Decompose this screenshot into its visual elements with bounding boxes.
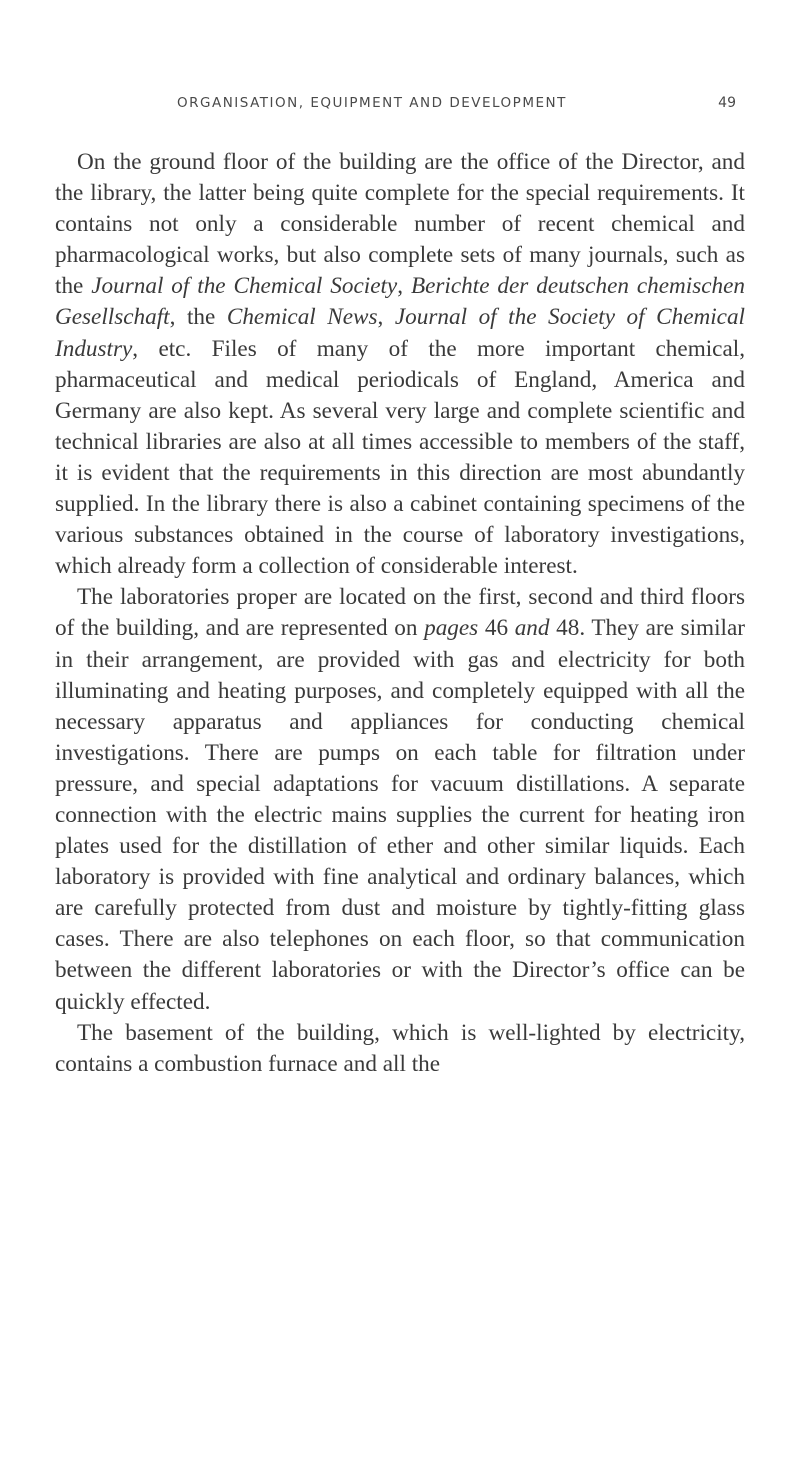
journal-title: Journal of the Society of Chemical Industry [55, 304, 745, 362]
text-run: 46 [478, 615, 515, 642]
text-run: On the ground floor of the building are the office of the Director, and the library, the latter being quite complete for the special requirements. It contains not only a considerable number of recent chemical and pharmacological works, but also complete sets of many journals, such as the [55, 149, 745, 300]
paragraph [55, 1018, 745, 1080]
text-run: , etc. Files of many of the more important chemical, pharmaceutical and medical periodicals of England, America and Germany are also kept. As several very large and complete scientific and technical libraries are also at all times accessible to members of the staff, it is evident that the requirements in this direction are most abundantly supplied. In the library there is also a cabinet containing specimens of the various substances obtained in the course of laboratory investigations, which already form a collection of considerable interest. [55, 335, 745, 580]
body-text [55, 147, 745, 1080]
text-run: The laboratories proper are located on the first, second and third floors of the building, and are represented on [55, 584, 745, 642]
text-run: The basement of the building, which is well-lighted by electricity, contains a combustion furnace and all the [55, 1019, 745, 1077]
running-head [55, 95, 745, 117]
text-run: 48. They are similar in their arrangement, are provided with gas and electricity for both illuminating and heating purposes, and completely equipped with all the necessary apparatus and appliances for conducting chemical investigations. There are pumps on each table for filtration under pressure, and special adaptations for vacuum distillations. A separate connection with the electric mains supplies the current for heating iron plates used for the distillation of ether and other similar liquids. Each laboratory is provided with fine analytical and ordinary balances, which are carefully protected from dust and moisture by tightly-fitting glass cases. There are also telephones on each floor, so that communication between the different laboratories or with the Director’s office can be quickly effected. [55, 615, 745, 1015]
emphasis: pages [424, 615, 479, 642]
paragraph [55, 582, 745, 1017]
paragraph [55, 147, 745, 582]
page-number: 49 [718, 95, 736, 111]
journal-title: Berichte der deutschen chemischen Gesellschaft [55, 273, 746, 331]
journal-title: Journal of the Chemical Society [91, 273, 398, 300]
emphasis: and [514, 615, 550, 642]
running-title: ORGANISATION, EQUIPMENT AND DEVELOPMENT [177, 95, 567, 111]
text-run: , [397, 273, 411, 300]
text-run: , [377, 304, 395, 331]
text-run: , the [169, 304, 227, 331]
journal-title: Chemical News [226, 304, 378, 331]
